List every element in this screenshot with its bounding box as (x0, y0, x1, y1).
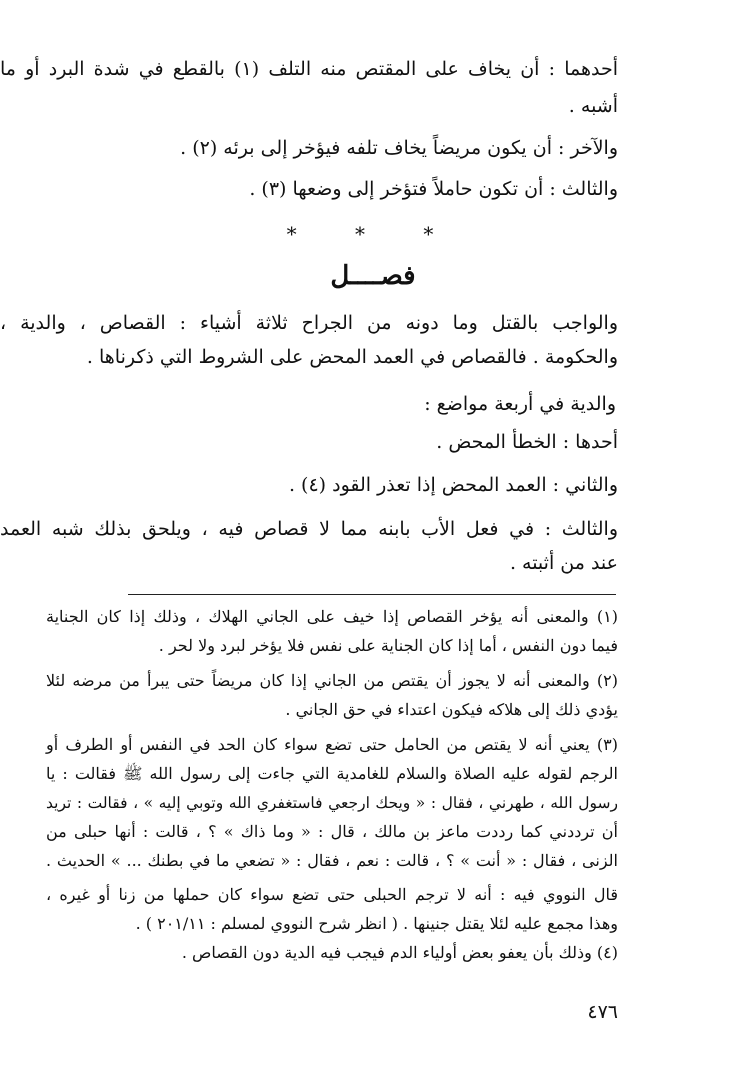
text-line: والواجب بالقتل وما دونه من الجراح ثلاثة أشياء : القصاص ، والدية ، (0, 312, 618, 334)
text-line: أحدهما : أن يخاف على المقتص منه التلف (١) بالقطع في شدة البرد أو ما (0, 58, 618, 80)
text-line: والثالث : أن تكون حاملاً فتؤخر إلى وضعها (٣) . (249, 178, 618, 200)
footnote-line: يؤدي ذلك إلى هلاكه فيكون اعتداء في حق الجاني . (285, 700, 618, 719)
footnote-line: أن ترددني كما رددت ماعز بن مالك ، قال : « وما ذاك » ؟ ، قالت : أنها حبلى من (46, 822, 618, 841)
footnote-line: الرجم لقوله عليه الصلاة والسلام للغامدية التي جاءت إلى رسول الله ﷺ فقالت : يا (46, 764, 618, 783)
text-line: والآخر : أن يكون مريضاً يخاف تلفه فيؤخر إلى برئه (٢) . (180, 137, 618, 159)
text-line: أحدها : الخطأ المحض . (436, 431, 618, 453)
footnote-line: رسول الله ، طهرني ، فقال : « ويحك ارجعي فاستغفري الله وتوبي إليه » ، فقالت : تريد (46, 794, 618, 812)
page-number: ٤٧٦ (587, 1001, 618, 1023)
text-line: عند من أثبته . (509, 552, 618, 574)
footnote-line: قال النووي فيه : أنه لا ترجم الحبلى حتى تضع سواء كان حملها من زنا أو غيره ، (46, 885, 618, 904)
text-line: والحكومة . فالقصاص في العمد المحض على الشروط التي ذكرناها . (86, 346, 618, 368)
footnote-line: (٢) والمعنى أنه لا يجوز أن يقتص من الجاني إذا كان مريضاً حتى يبرأ من مرضه لئلا (46, 671, 618, 690)
footnote-line: (٣) يعني أنه لا يقتص من الحامل حتى تضع سواء كان الحد في النفس أو الطرف أو (46, 735, 618, 754)
footnote-line: (١) والمعنى أنه يؤخر القصاص إذا خيف على الجاني الهلاك ، وذلك إذا كان الجناية (46, 607, 618, 626)
text-line: والثالث : في فعل الأب بابنه مما لا قصاص فيه ، ويلحق بذلك شبه العمد (0, 518, 618, 540)
footnote-line: وهذا مجمع عليه لئلا يقتل جنينها . ( انظر شرح النووي لمسلم : ٢٠١/١١ ) . (135, 914, 618, 933)
section-separator: * * * (286, 222, 460, 246)
text-line: أشبه . (568, 95, 618, 117)
section-heading: فصــــل (330, 261, 416, 291)
text-line: والثاني : العمد المحض إذا تعذر القود (٤) . (288, 474, 618, 496)
footnote-divider (128, 594, 616, 595)
text-line: والدية في أربعة مواضع : (424, 393, 616, 415)
footnote-line: الزنى ، فقال : « أنت » ؟ ، قالت : نعم ، فقال : « تضعي ما في بطنك ... » الحديث . (46, 851, 618, 870)
footnote-line: (٤) وذلك بأن يعفو بعض أولياء الدم فيجب فيه الدية دون القصاص . (181, 943, 618, 962)
footnote-line: فيما دون النفس ، أما إذا كان الجناية على نفس فلا يؤخر لبرد ولا لحر . (158, 636, 618, 655)
